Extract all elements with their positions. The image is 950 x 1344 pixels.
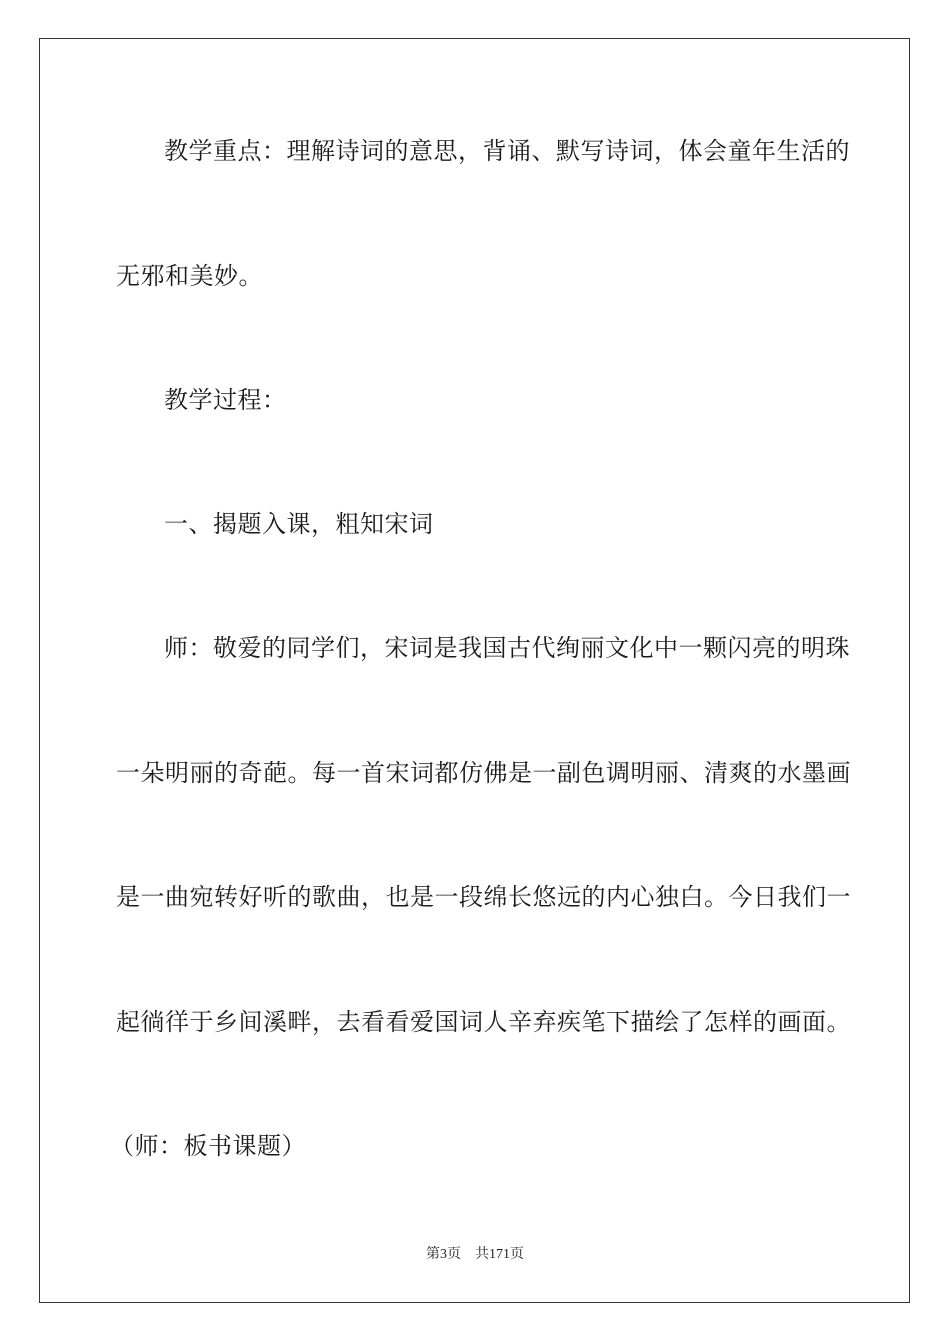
paragraph-teacher-line-3: 是一曲宛转好听的歌曲，也是一段绵长悠远的内心独白。今日我们一 (116, 883, 851, 911)
page-number: 第3页 (426, 1247, 461, 1262)
heading-section-one: 一、揭题入课，粗知宋词 (164, 510, 434, 538)
page-frame (39, 38, 910, 1303)
paragraph-teaching-focus-line-2: 无邪和美妙。 (116, 262, 263, 290)
paragraph-teacher-line-4: 起徜徉于乡间溪畔，去看看爱国词人辛弃疾笔下描绘了怎样的画面。 (116, 1008, 851, 1036)
page-footer (0, 1246, 950, 1264)
paragraph-board-note: （师：板书课题） (110, 1132, 306, 1160)
heading-teaching-process: 教学过程： (164, 386, 287, 414)
paragraph-teaching-focus-line-1: 教学重点：理解诗词的意思，背诵、默写诗词，体会童年生活的 (164, 137, 850, 165)
paragraph-teacher-line-1: 师：敬爱的同学们，宋词是我国古代绚丽文化中一颗闪亮的明珠 (164, 634, 850, 662)
paragraph-teacher-line-2: 一朵明丽的奇葩。每一首宋词都仿佛是一副色调明丽、清爽的水墨画 (116, 759, 851, 787)
page-total: 共171页 (475, 1247, 524, 1262)
